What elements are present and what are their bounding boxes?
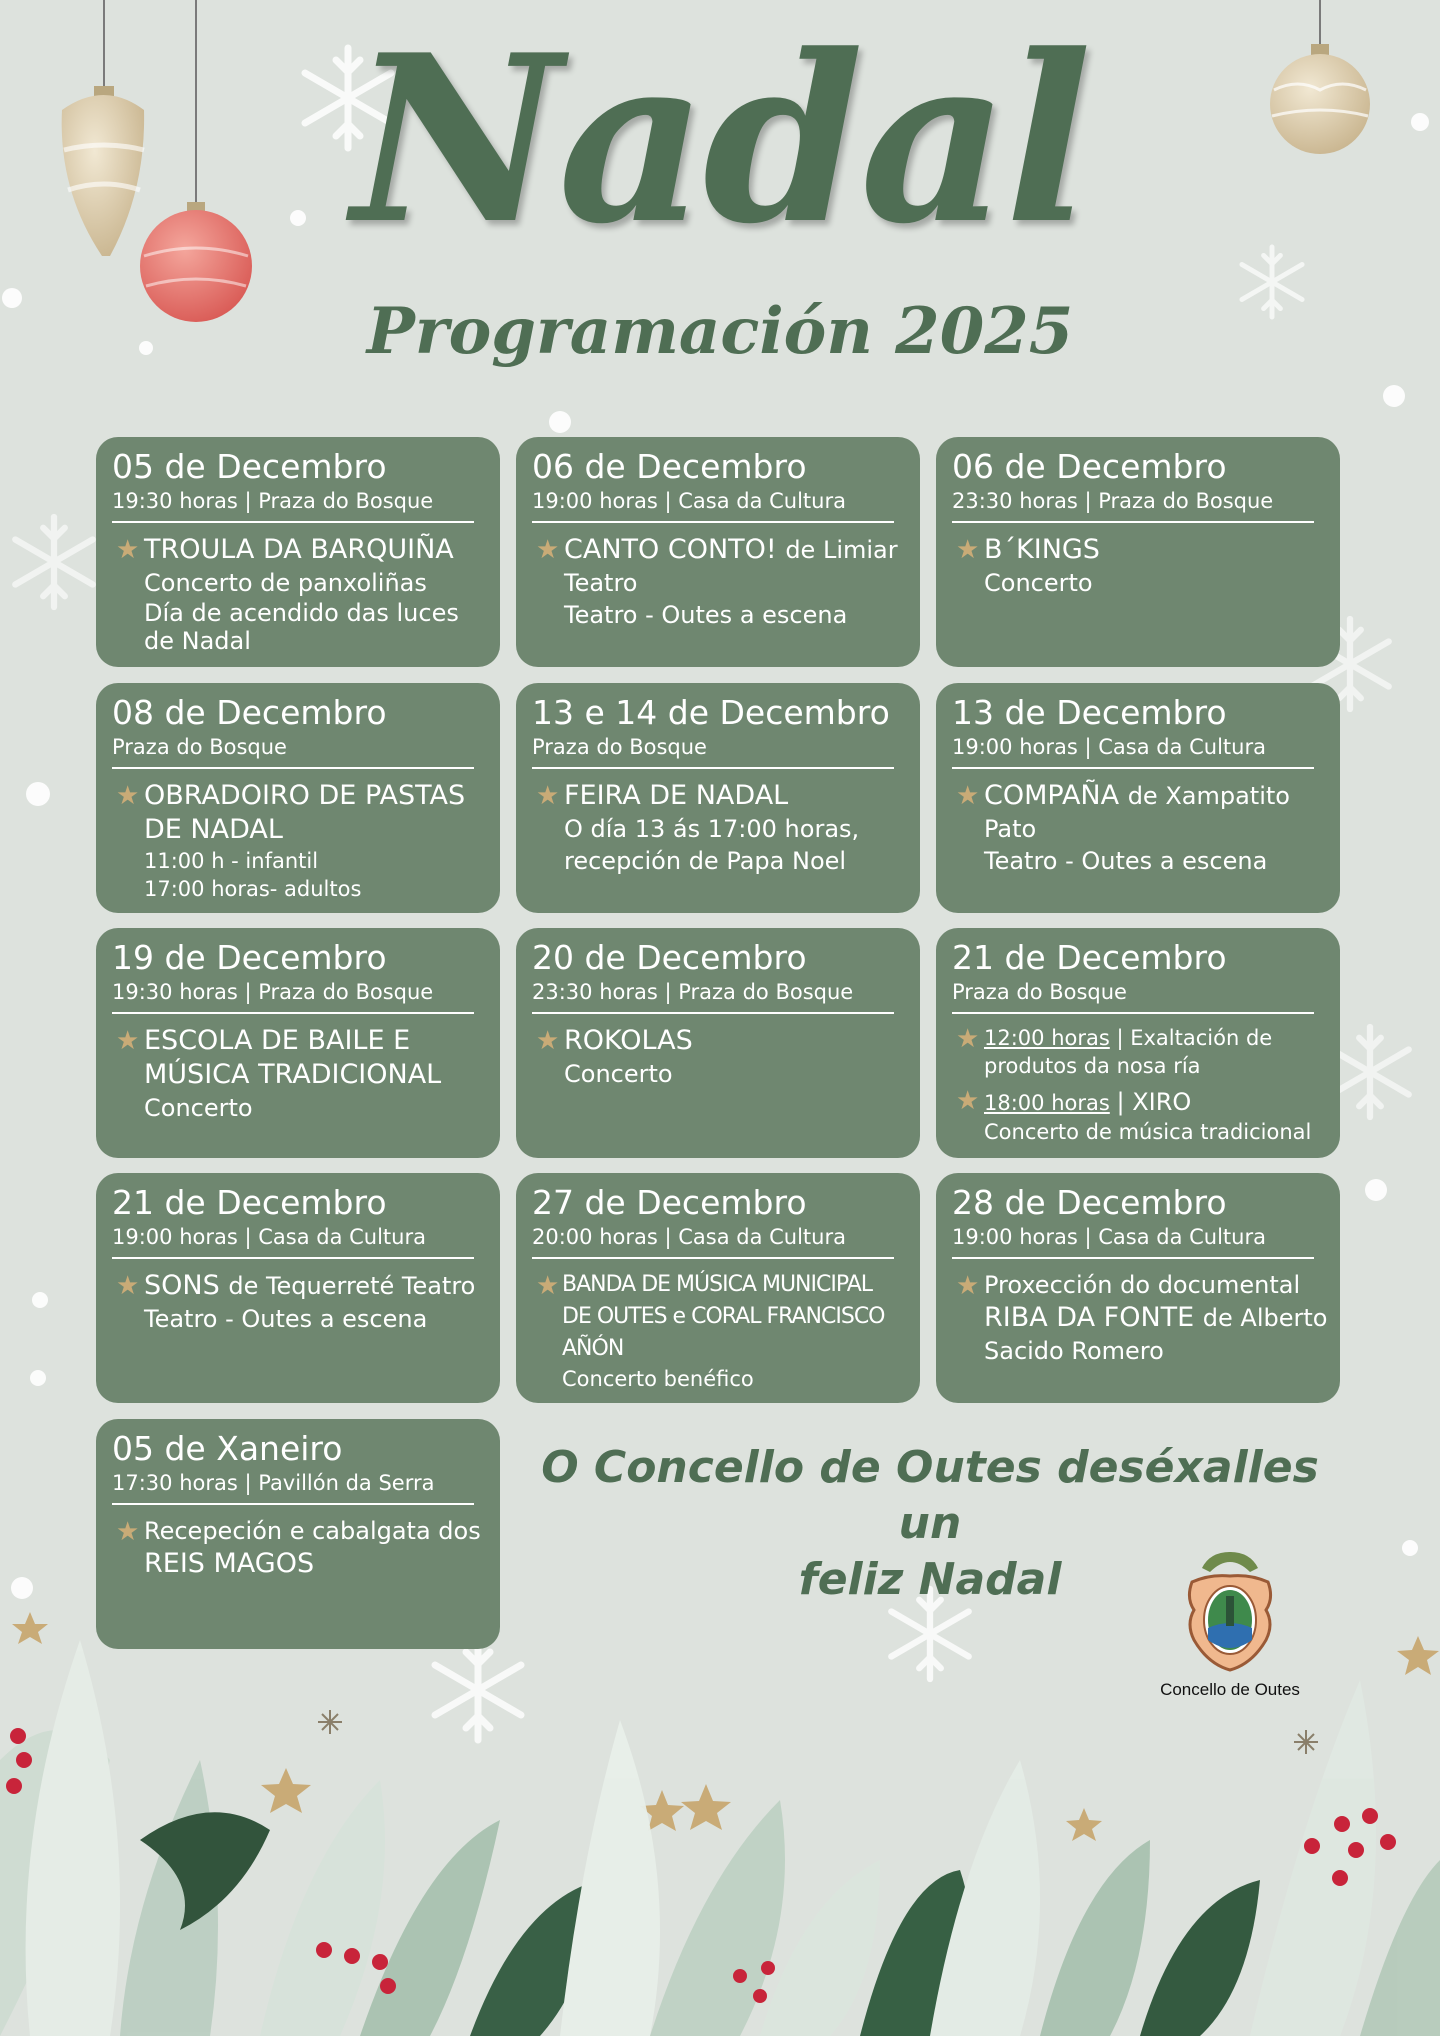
event-line: Teatro - Outes a escena [564, 601, 848, 629]
event-card [516, 683, 920, 913]
event-details [952, 1269, 1328, 1367]
event-date: 20 de Decembro [532, 938, 807, 977]
event-date: 06 de Decembro [532, 447, 807, 486]
event-card [936, 683, 1340, 913]
logo-label: Concello de Outes [1160, 1680, 1300, 1699]
event-time-place: 19:00 horas | Casa da Cultura [112, 1225, 426, 1249]
event-date: 05 de Decembro [112, 447, 387, 486]
event-card [516, 1173, 920, 1403]
event-line: Día de acendido das luces [144, 599, 459, 627]
event-line: Pato [984, 815, 1037, 843]
event-card [936, 928, 1340, 1158]
star-icon: ★ [956, 1024, 980, 1054]
event-name: B´KINGS [984, 534, 1100, 565]
divider [112, 1012, 474, 1014]
event-card [96, 928, 500, 1158]
star-icon: ★ [116, 1026, 140, 1056]
event-details [112, 533, 484, 655]
star-icon: ★ [536, 781, 560, 811]
star-icon: ★ [536, 1271, 560, 1301]
event-time-place: Praza do Bosque [952, 980, 1127, 1004]
event-date: 13 de Decembro [952, 693, 1227, 732]
event-card [96, 683, 500, 913]
event-time-place: 23:30 horas | Praza do Bosque [952, 489, 1274, 513]
event-details [952, 779, 1324, 877]
event-date: 28 de Decembro [952, 1183, 1227, 1222]
gold-star-icon [1397, 1636, 1439, 1675]
event-name: AÑÓN [562, 1336, 624, 1361]
municipality-logo [1140, 1548, 1320, 1700]
divider [952, 1257, 1314, 1259]
event-name: COMPAÑA de Xampatito [984, 780, 1290, 811]
event-name: REIS MAGOS [144, 1548, 315, 1579]
event-details [952, 533, 1324, 599]
event-details [532, 1269, 904, 1393]
event-time-place: 19:00 horas | Casa da Cultura [532, 489, 846, 513]
event-time-place: 20:00 horas | Casa da Cultura [532, 1225, 846, 1249]
event-details [112, 1269, 484, 1335]
snowflake-icon [15, 517, 92, 607]
event-entry [952, 1086, 1324, 1146]
event-details [112, 1024, 484, 1124]
event-card [936, 437, 1340, 667]
event-date: 08 de Decembro [112, 693, 387, 732]
star-icon: ★ [116, 535, 140, 565]
snowflake-icon [435, 1640, 521, 1740]
event-details [532, 779, 904, 877]
event-name: DE OUTES e CORAL FRANCISCO [562, 1304, 885, 1329]
event-line: Concerto de panxoliñas [144, 569, 427, 597]
star-icon: ★ [956, 1271, 980, 1301]
star-icon: ★ [116, 781, 140, 811]
poster-subtitle: Programación 2025 [366, 294, 1074, 369]
event-name: ROKOLAS [564, 1025, 693, 1056]
event-name: BANDA DE MÚSICA MUNICIPAL [562, 1272, 873, 1297]
coat-of-arms-icon [1180, 1548, 1280, 1674]
event-line: 12:00 horas | Exaltación de [984, 1026, 1273, 1050]
event-details [532, 533, 904, 631]
event-line: produtos da nosa ría [984, 1054, 1201, 1078]
event-line: O día 13 ás 17:00 horas, [564, 815, 860, 843]
event-date: 19 de Decembro [112, 938, 387, 977]
event-time-place: 19:30 horas | Praza do Bosque [112, 980, 434, 1004]
event-line: Concerto [984, 569, 1093, 597]
divider [112, 767, 474, 769]
event-date: 21 de Decembro [112, 1183, 387, 1222]
event-card [936, 1173, 1340, 1403]
event-time-place: 19:00 horas | Casa da Cultura [952, 735, 1266, 759]
event-time-place: 17:30 horas | Pavillón da Serra [112, 1471, 435, 1495]
event-details [532, 1024, 904, 1090]
event-line: 18:00 horas | XIRO [984, 1088, 1192, 1116]
snowflake-icon [1331, 1027, 1408, 1117]
event-name: CANTO CONTO! de Limiar [564, 534, 898, 565]
event-name: OBRADOIRO DE PASTAS [144, 780, 466, 811]
event-line: Concerto [144, 1094, 253, 1122]
event-line: Concerto [564, 1060, 673, 1088]
divider [532, 1257, 894, 1259]
greeting-line: O Concello de Outes deséxalles un [541, 1442, 1319, 1549]
divider [112, 1257, 474, 1259]
event-line: de Nadal [144, 627, 251, 655]
event-time: 12:00 horas [984, 1026, 1110, 1050]
event-line: Teatro [564, 569, 638, 597]
divider [952, 767, 1314, 769]
gold-star-icon [1066, 1808, 1102, 1841]
event-name: ESCOLA DE BAILE E [144, 1025, 411, 1056]
event-time-place: Praza do Bosque [112, 735, 287, 759]
star-icon: ★ [956, 781, 980, 811]
divider [952, 1012, 1314, 1014]
event-date: 21 de Decembro [952, 938, 1227, 977]
event-line: Sacido Romero [984, 1337, 1164, 1365]
star-icon: ★ [956, 1086, 980, 1116]
event-time-place: 23:30 horas | Praza do Bosque [532, 980, 854, 1004]
event-card [96, 1173, 500, 1403]
event-time-place: 19:00 horas | Casa da Cultura [952, 1225, 1266, 1249]
divider [112, 521, 474, 523]
event-card [516, 437, 920, 667]
event-name: Recepeción e cabalgata dos [144, 1517, 481, 1545]
star-icon: ★ [536, 1026, 560, 1056]
star-icon: ★ [956, 535, 980, 565]
divider [112, 1503, 474, 1505]
gold-star-icon [681, 1784, 731, 1830]
event-line: 11:00 h - infantil [144, 849, 319, 873]
event-line: Teatro - Outes a escena [144, 1305, 428, 1333]
event-card [96, 437, 500, 667]
star-icon: ★ [116, 1517, 140, 1547]
greeting-line: feliz Nadal [798, 1554, 1062, 1605]
star-icon: ★ [536, 535, 560, 565]
divider [532, 767, 894, 769]
event-name: TROULA DA BARQUIÑA [144, 534, 454, 565]
event-time: 18:00 horas [984, 1091, 1110, 1115]
gold-star-icon [12, 1612, 48, 1644]
event-entry [952, 1024, 1324, 1080]
event-name: Proxección do documental [984, 1271, 1301, 1299]
event-line: Teatro - Outes a escena [984, 847, 1268, 875]
event-card [516, 928, 920, 1158]
event-date: 27 de Decembro [532, 1183, 807, 1222]
event-time-place: 19:30 horas | Praza do Bosque [112, 489, 434, 513]
event-line: Concerto benéfico [562, 1367, 754, 1391]
poster-title: Nadal [351, 5, 1089, 275]
divider [532, 1012, 894, 1014]
event-details [112, 1515, 484, 1581]
event-name: DE NADAL [144, 814, 283, 845]
gold-star-icon [261, 1768, 311, 1813]
star-icon: ★ [116, 1271, 140, 1301]
event-name: RIBA DA FONTE de Alberto [984, 1302, 1328, 1333]
event-card [96, 1419, 500, 1649]
event-line: Concerto de música tradicional [984, 1120, 1312, 1144]
event-date: 05 de Xaneiro [112, 1429, 343, 1468]
event-name: MÚSICA TRADICIONAL [144, 1059, 442, 1090]
event-line: recepción de Papa Noel [564, 847, 847, 875]
divider [952, 521, 1314, 523]
event-date: 06 de Decembro [952, 447, 1227, 486]
event-line: 17:00 horas- adultos [144, 877, 362, 901]
event-name: FEIRA DE NADAL [564, 780, 789, 811]
event-date: 13 e 14 de Decembro [532, 693, 890, 732]
divider [532, 521, 894, 523]
event-time-place: Praza do Bosque [532, 735, 707, 759]
event-name: SONS de Tequerreté Teatro [144, 1270, 476, 1301]
event-details [112, 779, 484, 903]
